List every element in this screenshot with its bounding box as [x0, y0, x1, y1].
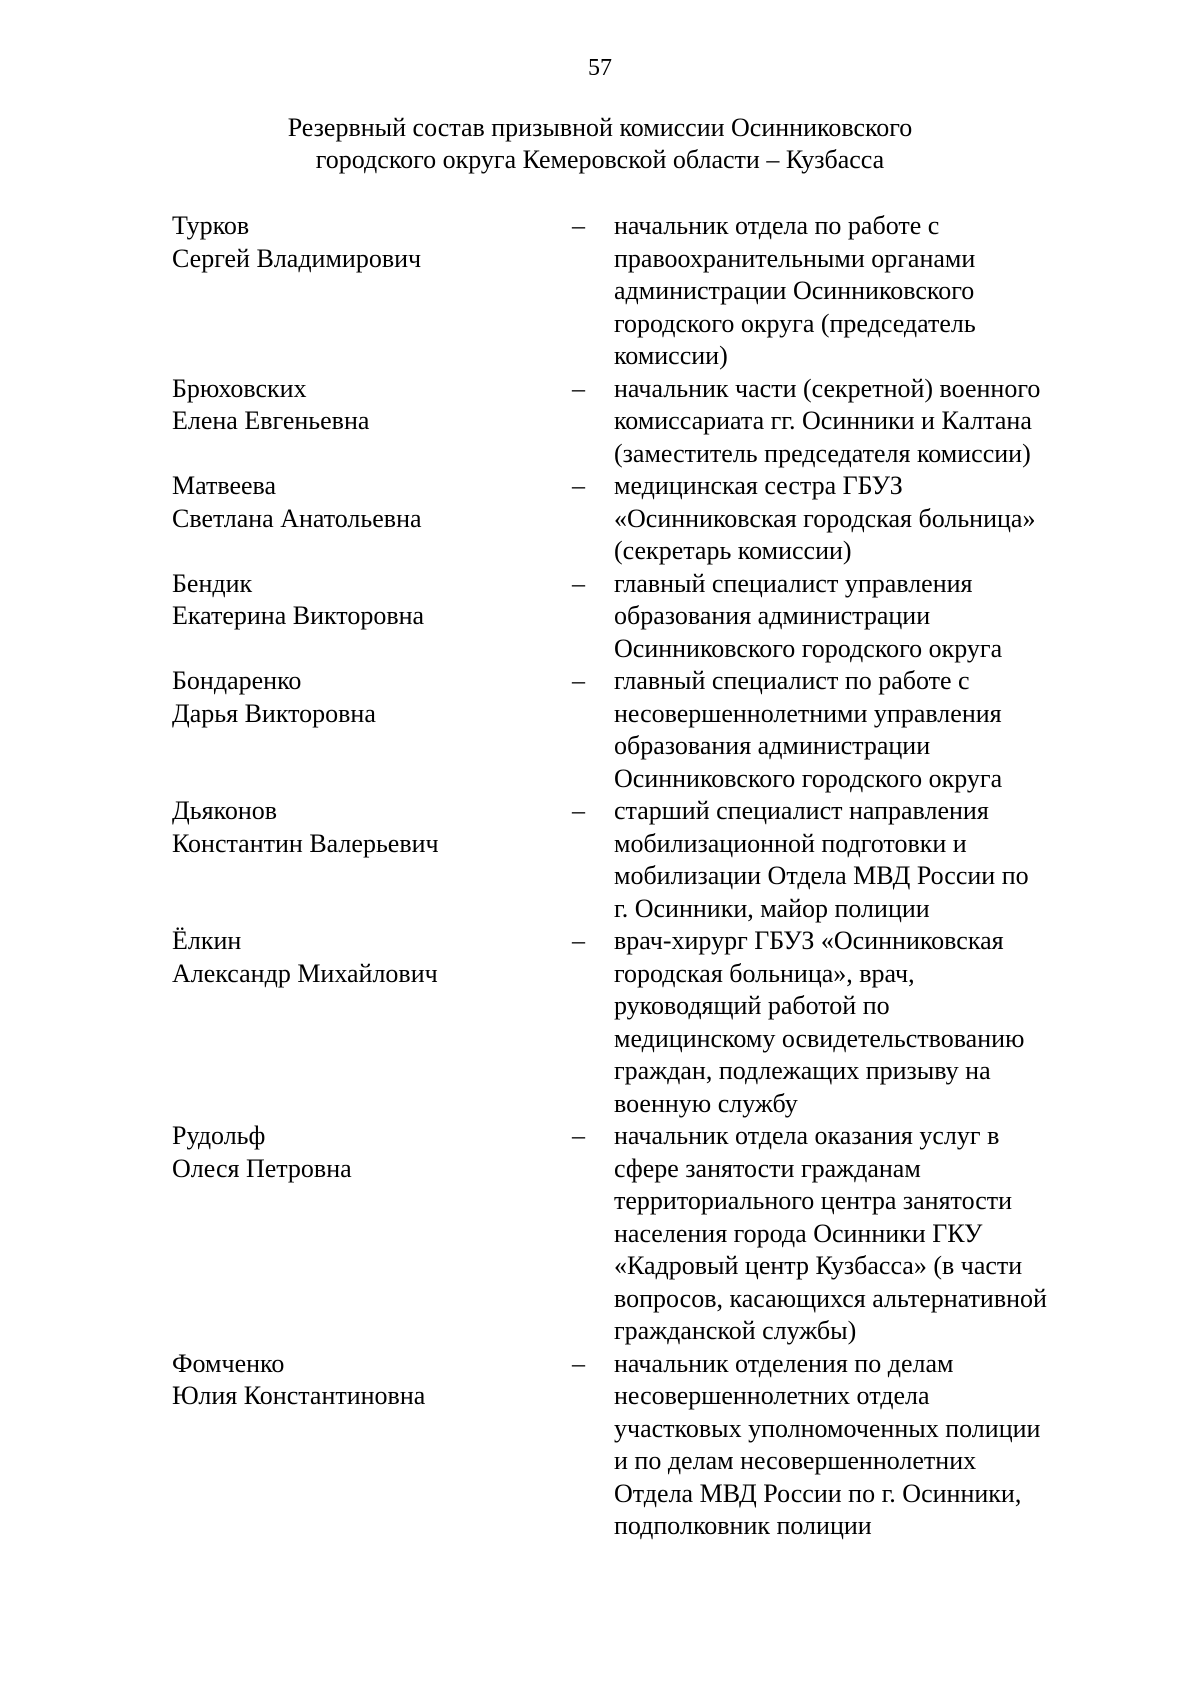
member-role-line: главный специалист по работе с: [614, 666, 970, 695]
page-number: 57: [588, 55, 612, 81]
member-role: [614, 470, 1092, 568]
member-role-line: администрации Осинниковского: [614, 276, 975, 305]
member-entry: [172, 925, 1092, 1120]
member-role-line: Осинниковского городского округа: [614, 763, 1003, 793]
member-role-line: граждан, подлежащих призыву на: [614, 1056, 991, 1085]
member-role: [614, 665, 1092, 795]
member-role-line: «Осинниковская городская больница»: [614, 503, 1036, 533]
member-role-line: территориального центра занятости: [614, 1186, 1013, 1215]
member-surname: Турков: [172, 211, 250, 240]
member-role-line: начальник отделения по делам: [614, 1348, 954, 1378]
member-role-line: начальник части (секретной) военного: [614, 373, 1041, 403]
member-role-line: мобилизации Отдела МВД России по: [614, 861, 1029, 890]
member-entry: [172, 210, 1092, 373]
member-role: [614, 925, 1092, 1120]
member-entry: [172, 665, 1092, 795]
member-name: [172, 795, 572, 860]
member-role-line: главный специалист управления: [614, 568, 973, 598]
dash-separator: –: [572, 666, 585, 695]
member-role-line: начальник отдела по работе с: [614, 211, 940, 240]
member-entry: [172, 1348, 1092, 1543]
member-role-line: медицинскому освидетельствованию: [614, 1023, 1025, 1053]
member-role-line: старший специалист направления: [614, 796, 989, 825]
member-entry: [172, 373, 1092, 471]
member-role: [614, 210, 1092, 373]
member-given-name: Екатерина Викторовна: [172, 601, 425, 630]
member-name: [172, 1120, 572, 1185]
member-role-line: (секретарь комиссии): [614, 536, 852, 565]
member-surname: Бондаренко: [172, 666, 302, 695]
member-role-line: несовершеннолетних отдела: [614, 1381, 930, 1410]
member-role-line: медицинская сестра ГБУЗ: [614, 471, 903, 500]
member-surname: Дьяконов: [172, 796, 278, 825]
member-role-line: образования администрации: [614, 601, 931, 630]
dash-separator: –: [572, 568, 585, 598]
member-role-line: «Кадровый центр Кузбасса» (в части: [614, 1251, 1023, 1280]
member-role: [614, 795, 1092, 925]
member-role-line: подполковник полиции: [614, 1511, 872, 1540]
member-entry: [172, 1120, 1092, 1348]
member-given-name: Александр Михайлович: [172, 958, 438, 988]
member-role: [614, 1120, 1092, 1348]
member-list: [172, 210, 1092, 1543]
member-role-line: мобилизационной подготовки и: [614, 828, 967, 858]
member-name: [172, 373, 572, 438]
member-role-line: участковых уполномоченных полиции: [614, 1413, 1041, 1443]
member-role-line: городская больница», врач,: [614, 958, 915, 988]
member-role: [614, 373, 1092, 471]
member-role-line: комиссии): [614, 341, 728, 370]
member-entry: [172, 795, 1092, 925]
member-entry: [172, 568, 1092, 666]
member-role: [614, 568, 1092, 666]
member-role-line: несовершеннолетними управления: [614, 698, 1002, 728]
member-role-line: населения города Осинники ГКУ: [614, 1218, 983, 1248]
member-surname: Бендик: [172, 568, 253, 598]
member-given-name: Олеся Петровна: [172, 1153, 352, 1183]
member-given-name: Константин Валерьевич: [172, 828, 439, 858]
member-role-line: и по делам несовершеннолетних: [614, 1446, 977, 1475]
member-surname: Рудольф: [172, 1121, 266, 1150]
member-role-line: (заместитель председателя комиссии): [614, 438, 1031, 468]
member-role-line: Отдела МВД России по г. Осинники,: [614, 1478, 1022, 1508]
member-role-line: правоохранительными органами: [614, 243, 976, 273]
member-name: [172, 210, 572, 275]
member-role-line: городского округа (председатель: [614, 308, 976, 338]
document-title: [0, 112, 1200, 176]
dash-separator: –: [572, 796, 585, 825]
member-name: [172, 568, 572, 633]
member-surname: Ёлкин: [172, 926, 242, 955]
member-role-line: комиссариата гг. Осинники и Калтана: [614, 406, 1032, 435]
member-role-line: сфере занятости гражданам: [614, 1153, 921, 1183]
member-given-name: Светлана Анатольевна: [172, 503, 422, 533]
member-surname: Матвеева: [172, 471, 277, 500]
dash-separator: –: [572, 1348, 585, 1378]
member-role-line: г. Осинники, майор полиции: [614, 893, 930, 923]
member-given-name: Сергей Владимирович: [172, 243, 422, 273]
title-line-1: Резервный состав призывной комиссии Осинниковского: [287, 113, 913, 142]
dash-separator: –: [572, 373, 585, 403]
member-name: [172, 925, 572, 990]
member-role: [614, 1348, 1092, 1543]
member-given-name: Юлия Константиновна: [172, 1381, 426, 1410]
member-role-line: гражданской службы): [614, 1316, 857, 1345]
dash-separator: –: [572, 471, 585, 500]
member-role-line: руководящий работой по: [614, 991, 890, 1020]
member-role-line: Осинниковского городского округа: [614, 633, 1003, 663]
member-entry: [172, 470, 1092, 568]
member-role-line: вопросов, касающихся альтернативной: [614, 1283, 1047, 1313]
dash-separator: –: [572, 1121, 585, 1150]
member-name: [172, 1348, 572, 1413]
member-surname: Фомченко: [172, 1348, 285, 1378]
member-role-line: врач-хирург ГБУЗ «Осинниковская: [614, 926, 1004, 955]
member-role-line: образования администрации: [614, 731, 931, 760]
member-surname: Брюховских: [172, 373, 307, 403]
member-role-line: военную службу: [614, 1088, 798, 1118]
member-name: [172, 470, 572, 535]
member-role-line: начальник отдела оказания услуг в: [614, 1121, 1000, 1150]
member-given-name: Дарья Викторовна: [172, 698, 376, 728]
title-line-2: городского округа Кемеровской области – Кузбасса: [315, 145, 885, 174]
dash-separator: –: [572, 926, 585, 955]
dash-separator: –: [572, 211, 585, 240]
member-given-name: Елена Евгеньевна: [172, 406, 370, 435]
member-name: [172, 665, 572, 730]
